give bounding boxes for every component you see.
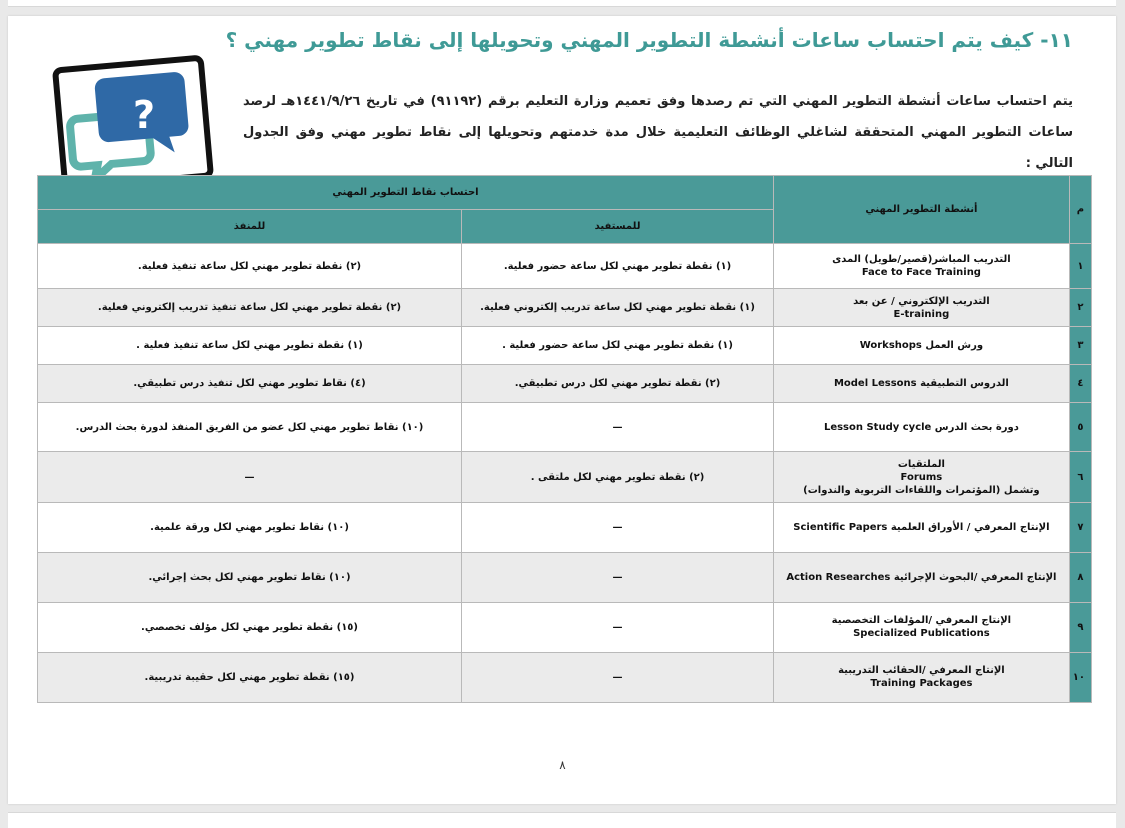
- row-number: ٥: [1069, 403, 1091, 452]
- table-row: [38, 602, 1092, 652]
- row-implementer-points: (١٥) نقطة تطوير مهني لكل مؤلف تخصصي.: [38, 602, 462, 652]
- header-number: م: [1069, 176, 1091, 244]
- row-beneficiary-points: (٢) نقطة تطوير مهني لكل ملتقى .: [462, 452, 774, 502]
- row-beneficiary-points: —: [462, 403, 774, 452]
- row-number: ٣: [1069, 327, 1091, 365]
- row-beneficiary-points: (١) نقطة تطوير مهني لكل ساعة تدريب إلكتروني فعلية.: [462, 289, 774, 327]
- row-activity: الملتقيات Forums وتشمل (المؤتمرات واللقاءات التربوية والندوات): [774, 452, 1070, 502]
- row-implementer-points: (١٠) نقاط تطوير مهني لكل ورقة علمية.: [38, 502, 462, 552]
- header-beneficiary: للمستفيد: [462, 210, 774, 244]
- row-activity: الإنتاج المعرفي /الحقائب التدريبية Training Packages: [774, 652, 1070, 702]
- row-implementer-points: (١٥) نقطة تطوير مهني لكل حقيبة تدريبية.: [38, 652, 462, 702]
- row-implementer-points: (٢) نقطة تطوير مهني لكل ساعة تنفيذ فعلية.: [38, 244, 462, 289]
- row-beneficiary-points: —: [462, 502, 774, 552]
- next-page-edge: [8, 812, 1116, 828]
- row-number: ٢: [1069, 289, 1091, 327]
- row-number: ٩: [1069, 602, 1091, 652]
- row-activity: الإنتاج المعرفي /البحوث الإجرائية Action Researches: [774, 552, 1070, 602]
- row-number: ٦: [1069, 452, 1091, 502]
- previous-page-edge: [8, 0, 1116, 7]
- points-table: [37, 175, 1092, 703]
- table-row: [38, 452, 1092, 502]
- table-row: [38, 327, 1092, 365]
- row-implementer-points: (١٠) نقاط تطوير مهني لكل بحث إجرائي.: [38, 552, 462, 602]
- row-number: ٤: [1069, 365, 1091, 403]
- row-implementer-points: (١٠) نقاط تطوير مهني لكل عضو من الفريق المنفذ لدورة بحث الدرس.: [38, 403, 462, 452]
- row-implementer-points: (٢) نقطة تطوير مهني لكل ساعة تنفيذ تدريب إلكتروني فعلية.: [38, 289, 462, 327]
- row-activity: دورة بحث الدرس Lesson Study cycle: [774, 403, 1070, 452]
- row-activity: ورش العمل Workshops: [774, 327, 1070, 365]
- row-number: ١٠: [1069, 652, 1091, 702]
- section-heading: ١١- كيف يتم احتساب ساعات أنشطة التطوير المهني وتحويلها إلى نقاط تطوير مهني ؟: [225, 28, 1073, 52]
- row-activity: الدروس التطبيقية Model Lessons: [774, 365, 1070, 403]
- table-row: [38, 289, 1092, 327]
- table-row: [38, 652, 1092, 702]
- table-row: [38, 552, 1092, 602]
- header-points: احتساب نقاط التطوير المهني: [38, 176, 774, 210]
- row-beneficiary-points: —: [462, 602, 774, 652]
- row-activity: الإنتاج المعرفي /المؤلفات التخصصية Specialized Publications: [774, 602, 1070, 652]
- row-beneficiary-points: (١) نقطة تطوير مهني لكل ساعة حضور فعلية.: [462, 244, 774, 289]
- header-implementer: للمنفذ: [38, 210, 462, 244]
- question-mark-glyph: ?: [132, 93, 156, 137]
- row-beneficiary-points: —: [462, 552, 774, 602]
- row-activity: التدريب الإلكتروني / عن بعد E-training: [774, 289, 1070, 327]
- row-implementer-points: (١) نقطة تطوير مهني لكل ساعة تنفيذ فعلية .: [38, 327, 462, 365]
- intro-paragraph: يتم احتساب ساعات أنشطة التطوير المهني التي تم رصدها وفق تعميم وزارة التعليم برقم (٩١١٩٢) في تاريخ ١٤٤١/٩/٢٦هـ لرصد ساعات التطوير المهني المتحققة لشاغلي الوظائف التعليمية خلال مدة خدمتهم وتحويلها إلى نقاط تطوير مهني وفق الجدول التالي :: [243, 94, 1074, 171]
- table-row: [38, 502, 1092, 552]
- table-row: [38, 365, 1092, 403]
- table-row: [38, 244, 1092, 289]
- page-number: ٨: [559, 758, 566, 772]
- row-number: ٧: [1069, 502, 1091, 552]
- table-row: [38, 403, 1092, 452]
- row-activity: الإنتاج المعرفي / الأوراق العلمية Scientific Papers: [774, 502, 1070, 552]
- question-chat-icon: [48, 52, 216, 194]
- row-number: ١: [1069, 244, 1091, 289]
- row-beneficiary-points: (٢) نقطة تطوير مهني لكل درس تطبيقي.: [462, 365, 774, 403]
- row-beneficiary-points: (١) نقطة تطوير مهني لكل ساعة حضور فعلية .: [462, 327, 774, 365]
- row-number: ٨: [1069, 552, 1091, 602]
- row-implementer-points: (٤) نقاط تطوير مهني لكل تنفيذ درس تطبيقي.: [38, 365, 462, 403]
- row-beneficiary-points: —: [462, 652, 774, 702]
- row-activity: التدريب المباشر(قصير/طويل) المدى Face to Face Training: [774, 244, 1070, 289]
- header-activities: أنشطة التطوير المهني: [774, 176, 1070, 244]
- row-implementer-points: —: [38, 452, 462, 502]
